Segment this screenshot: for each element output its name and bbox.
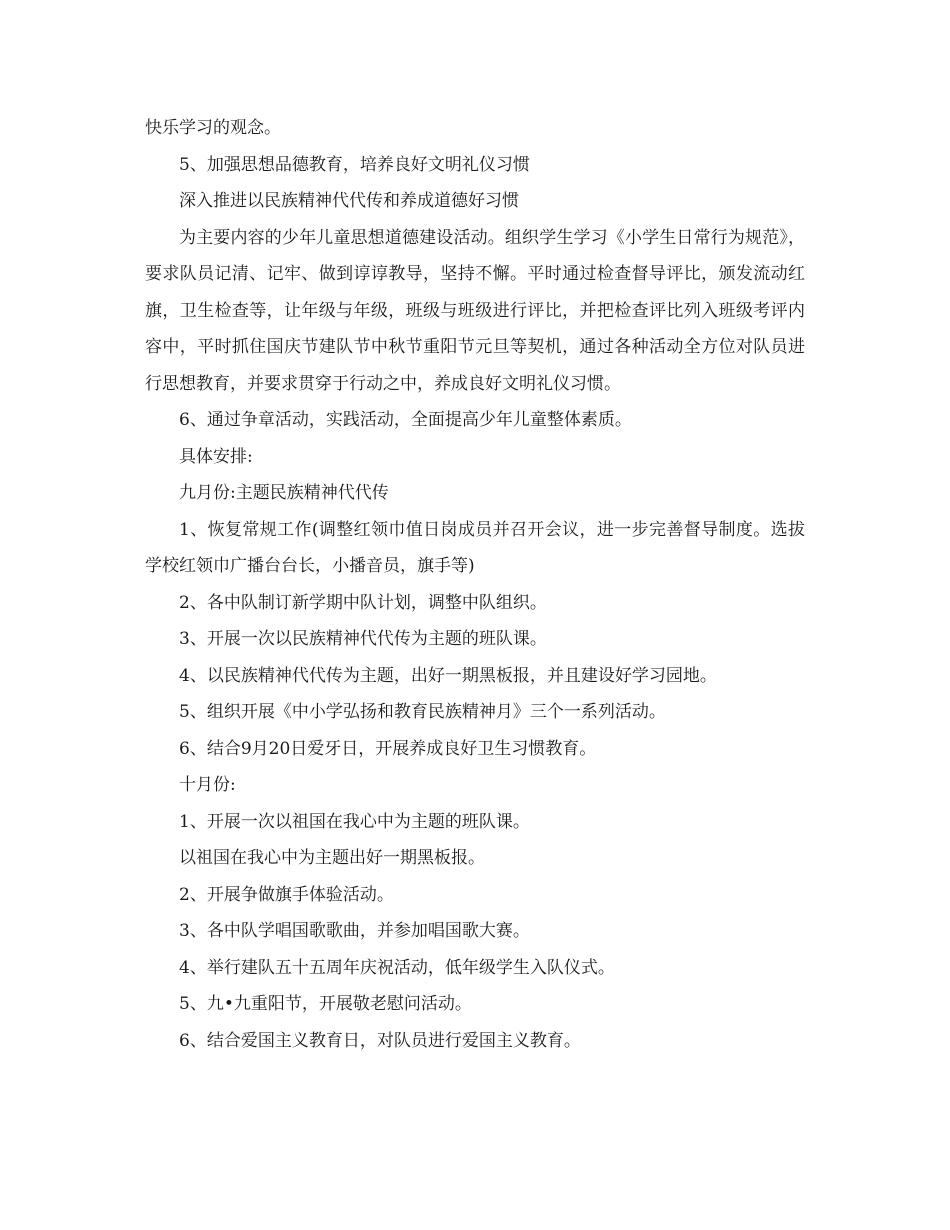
list-item: 1、恢复常规工作(调整红领巾值日岗成员并召开会议，进一步完善督导制度。选拔学校红领巾广播台台长，小播音员，旗手等) bbox=[145, 519, 805, 576]
heading-item-6: 6、通过争章活动，实践活动，全面提高少年儿童整体素质。 bbox=[179, 410, 632, 430]
list-item: 6、结合爱国主义教育日，对队员进行爱国主义教育。 bbox=[179, 1030, 581, 1051]
list-item: 2、开展争做旗手体验活动。 bbox=[179, 884, 394, 905]
list-item: 5、组织开展《中小学弘扬和教育民族精神月》三个一系列活动。 bbox=[179, 702, 666, 722]
list-item: 5、九•九重阳节，开展敬老慰问活动。 bbox=[179, 994, 472, 1014]
list-item: 1、开展一次以祖国在我心中为主题的班队课。 bbox=[179, 811, 530, 832]
list-item: 6、结合9月20日爱牙日，开展养成良好卫生习惯教育。 bbox=[179, 738, 597, 759]
heading-item-5: 5、加强思想品德教育，培养良好文明礼仪习惯 bbox=[179, 154, 530, 175]
paragraph-moral-education: 为主要内容的少年儿童思想道德建设活动。组织学生学习《小学生日常行为规范》，要求队员记清、记牢、做到谆谆教导，坚持不懈。平时通过检查督导评比，颁发流动红旗，卫生检查等，让年级与年级，班级与班级进行评比，并把检查评比列入班级考评内容中，平时抓住国庆节建队节中秋节重阳节元旦等契机，通过各种活动全方位对队员进行思想教育，并要求贯穿于行动之中，养成良好文明礼仪习惯。 bbox=[145, 227, 805, 394]
list-item: 2、各中队制订新学期中队计划，调整中队组织。 bbox=[179, 592, 547, 613]
document-body bbox=[145, 110, 805, 1059]
list-item: 4、以民族精神代代传为主题，出好一期黑板报，并且建设好学习园地。 bbox=[179, 665, 717, 686]
list-item: 以祖国在我心中为主题出好一期黑板报。 bbox=[179, 848, 485, 868]
month-heading-september: 九月份:主题民族精神代代传 bbox=[179, 483, 389, 503]
paragraph-continuation: 快乐学习的观念。 bbox=[145, 118, 281, 138]
list-item: 3、开展一次以民族精神代代传为主题的班队课。 bbox=[179, 629, 547, 649]
month-heading-october: 十月份: bbox=[179, 775, 236, 795]
list-item: 3、各中队学唱国歌歌曲，并参加唱国歌大赛。 bbox=[179, 921, 530, 941]
section-label-schedule: 具体安排: bbox=[179, 446, 253, 467]
list-item: 4、举行建队五十五周年庆祝活动，低年级学生入队仪式。 bbox=[179, 957, 615, 978]
paragraph-line: 深入推进以民族精神代代传和养成道德好习惯 bbox=[179, 191, 519, 211]
